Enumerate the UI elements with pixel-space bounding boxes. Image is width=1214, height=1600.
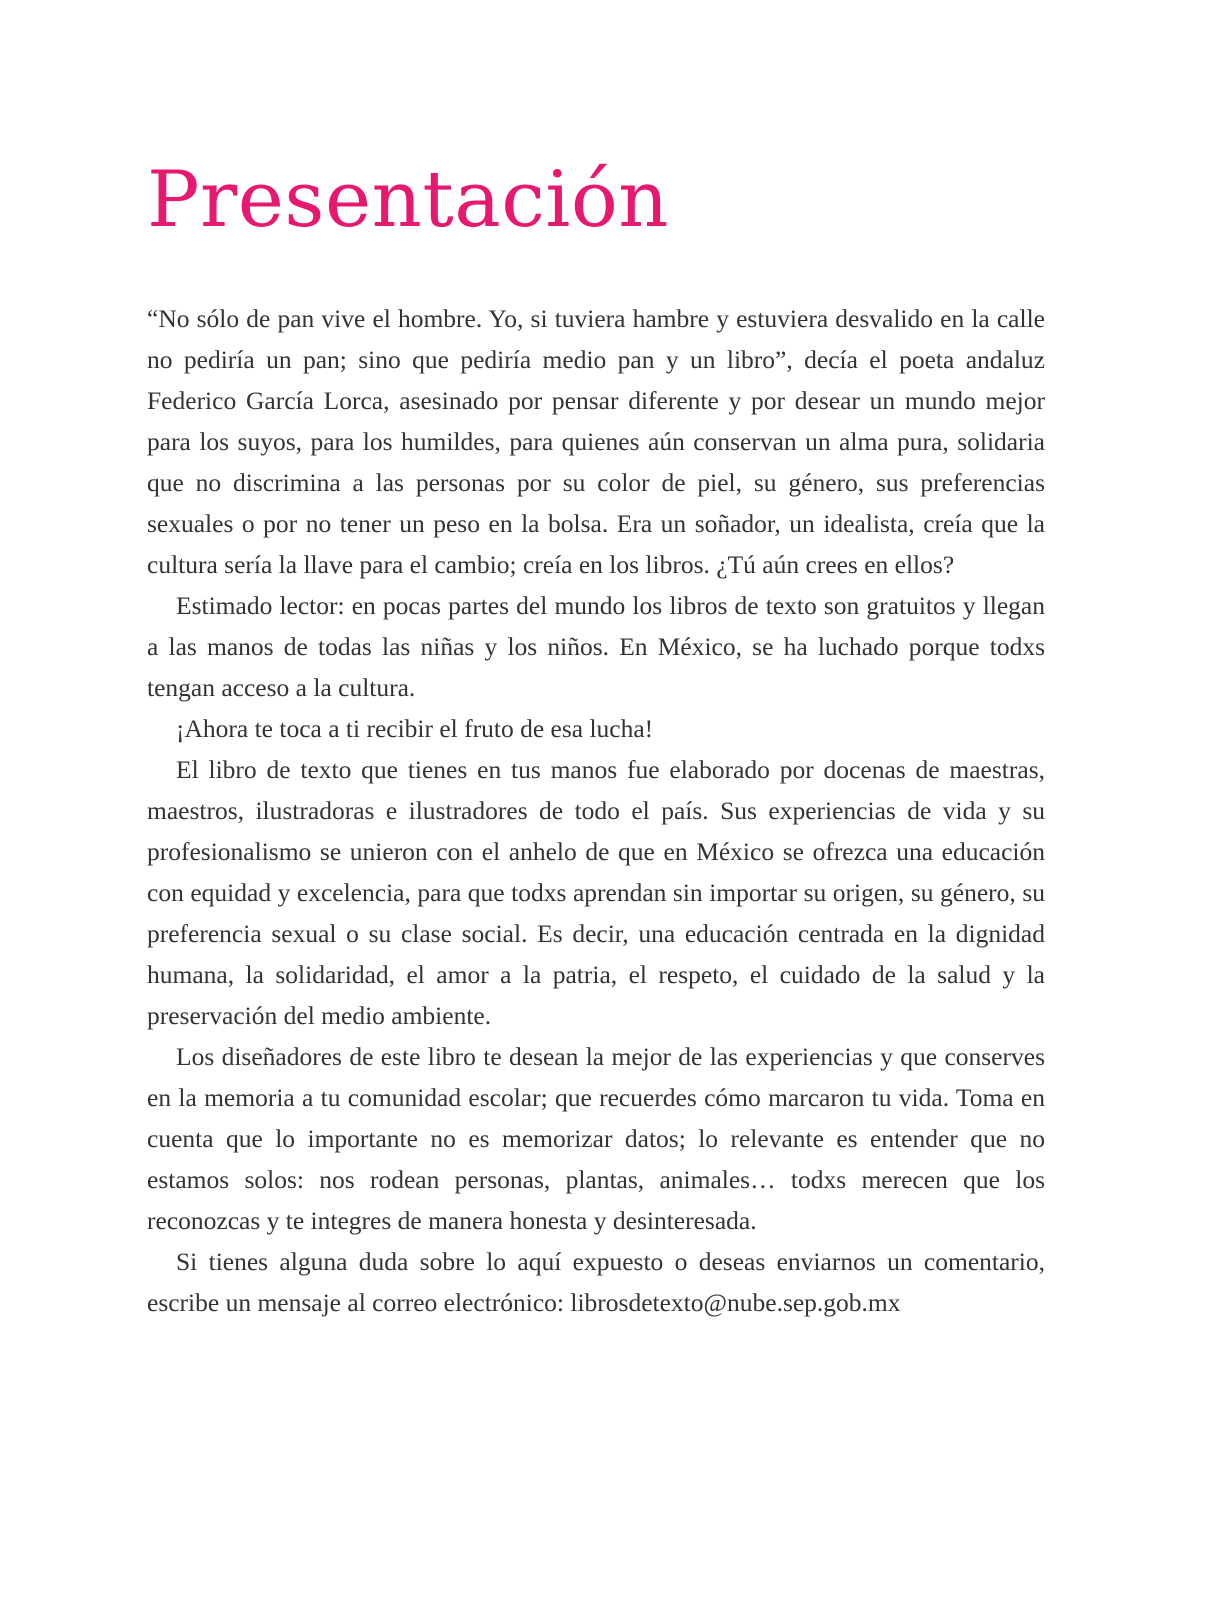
paragraph-estimado-lector: Estimado lector: en pocas partes del mundo los libros de texto son gratuitos y llegan a las manos de todas las niñas y los niños. En México, se ha luchado porque todxs tengan acceso a la cultura. bbox=[147, 591, 1045, 702]
paragraph-disenadores: Los diseñadores de este libro te desean la mejor de las experiencias y que conserves en la memoria a tu comunidad escolar; que recuerdes cómo marcaron tu vida. Toma en cuenta que lo importante no es memorizar datos; lo relevante es entender que no estamos solos: nos rodean personas, plantas, animales… todxs merecen que los reconozcas y te integres de manera honesta y desinteresada. bbox=[147, 1042, 1045, 1235]
paragraph-fruto-lucha: ¡Ahora te toca a ti recibir el fruto de esa lucha! bbox=[176, 714, 654, 743]
paragraph-contacto: Si tienes alguna duda sobre lo aquí expuesto o deseas enviarnos un comentario, escribe un mensaje al correo electrónico: librosdetexto@nube.sep.gob.mx bbox=[147, 1247, 1045, 1317]
body-text bbox=[147, 298, 1045, 1323]
paragraph-intro-quote: “No sólo de pan vive el hombre. Yo, si tuviera hambre y estuviera desvalido en la calle no pediría un pan; sino que pediría medio pan y un libro”, decía el poeta andaluz Federico García Lorca, asesinado por pensar diferente y por desear un mundo mejor para los suyos, para los humildes, para quienes aún conservan un alma pura, solidaria que no discrimina a las personas por su color de piel, su género, sus preferencias sexuales o por no tener un peso en la bolsa. Era un soñador, un idealista, creía que la cultura sería la llave para el cambio; creía en los libros. ¿Tú aún crees en ellos? bbox=[147, 304, 1045, 579]
page-title: Presentación bbox=[147, 155, 670, 245]
paragraph-libro-de-texto: El libro de texto que tienes en tus manos fue elaborado por docenas de maestras, maestros, ilustradoras e ilustradores de todo el país. Sus experiencias de vida y su profesionalismo se unieron con el anhelo de que en México se ofrezca una educación con equidad y excelencia, para que todxs aprendan sin importar su origen, su género, su preferencia sexual o su clase social. Es decir, una educación centrada en la dignidad humana, la solidaridad, el amor a la patria, el respeto, el cuidado de la salud y la preservación del medio ambiente. bbox=[147, 755, 1045, 1030]
